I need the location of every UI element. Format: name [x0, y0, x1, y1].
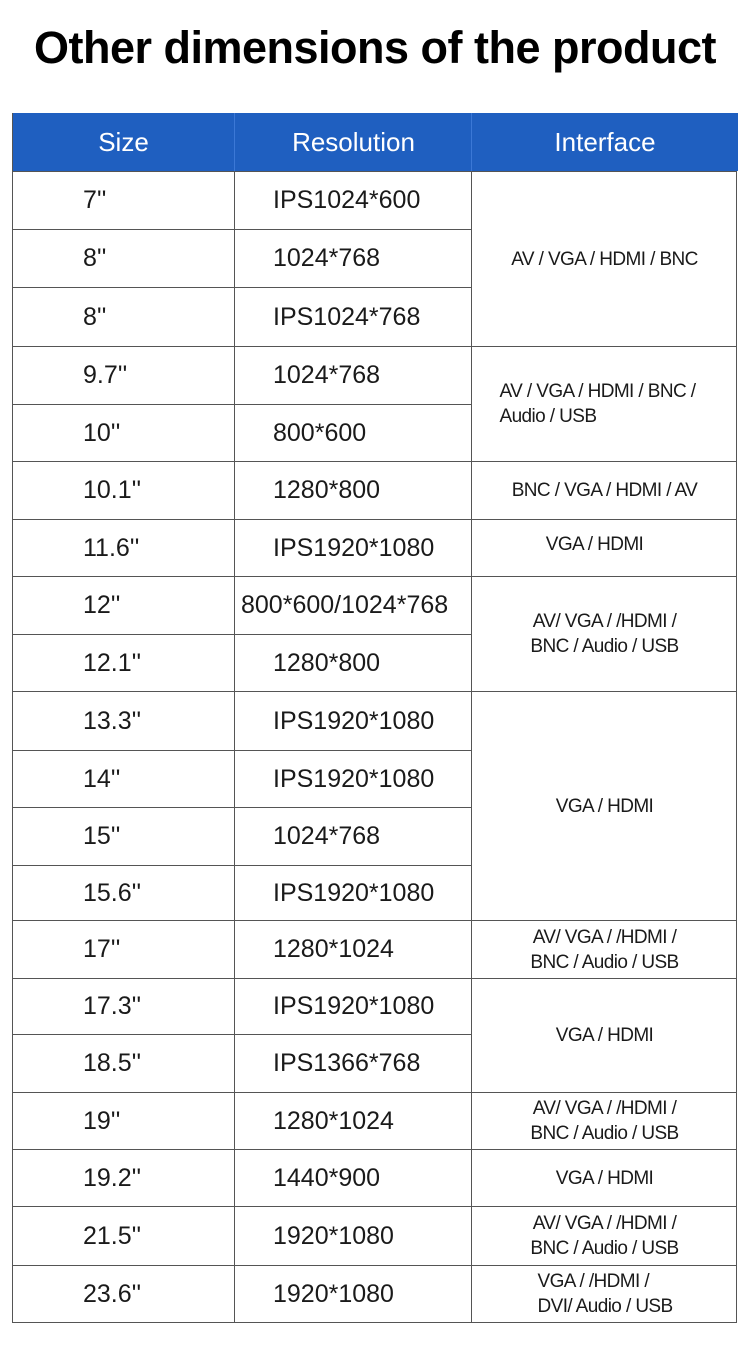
interface-cell — [471, 171, 737, 346]
size-cell: 17.3'' — [13, 978, 234, 1034]
interface-line: DVI/ Audio / USB — [537, 1296, 673, 1317]
resolution-cell: IPS1366*768 — [234, 1034, 471, 1092]
size-cell: 14'' — [13, 750, 234, 807]
interface-line: Audio / USB — [499, 406, 597, 427]
header-size: Size — [13, 113, 234, 171]
interface-line: VGA / HDMI — [555, 1025, 654, 1046]
resolution-cell: IPS1920*1080 — [234, 865, 471, 920]
interface-line: AV/ VGA / /HDMI / — [532, 1213, 677, 1234]
size-cell: 15.6'' — [13, 865, 234, 920]
size-cell: 19.2'' — [13, 1149, 234, 1206]
size-cell: 12'' — [13, 576, 234, 634]
resolution-cell: 1280*1024 — [234, 1092, 471, 1149]
interface-cell — [471, 978, 737, 1092]
interface-line: BNC / Audio / USB — [530, 636, 679, 657]
interface-cell — [471, 346, 737, 461]
size-cell: 8'' — [13, 229, 234, 287]
interface-line: BNC / Audio / USB — [530, 1123, 679, 1144]
interface-cell — [471, 1092, 737, 1149]
interface-cell — [471, 691, 737, 920]
resolution-cell: IPS1920*1080 — [234, 978, 471, 1034]
size-cell: 9.7'' — [13, 346, 234, 404]
interface-line: VGA / HDMI — [555, 795, 654, 817]
size-cell: 8'' — [13, 287, 234, 346]
resolution-cell: 1024*768 — [234, 807, 471, 865]
resolution-cell: IPS1024*600 — [234, 171, 471, 229]
interface-cell — [471, 1265, 737, 1322]
page-title: Other dimensions of the product — [33, 22, 717, 73]
interface-line: VGA / HDMI — [545, 534, 644, 555]
resolution-cell: IPS1024*768 — [234, 287, 471, 346]
size-cell: 15'' — [13, 807, 234, 865]
size-cell: 23.6'' — [13, 1265, 234, 1322]
resolution-cell: 1280*800 — [234, 461, 471, 519]
size-cell: 10.1'' — [13, 461, 234, 519]
header-resolution: Resolution — [234, 113, 472, 171]
interface-line: BNC / Audio / USB — [530, 951, 679, 973]
interface-line: VGA / /HDMI / — [537, 1271, 649, 1292]
size-cell: 11.6'' — [13, 519, 234, 576]
resolution-cell: 1024*768 — [234, 229, 471, 287]
interface-line: BNC / Audio / USB — [530, 1238, 679, 1259]
interface-line: AV / VGA / HDMI / BNC — [511, 248, 698, 270]
resolution-cell: 1920*1080 — [234, 1265, 471, 1322]
interface-cell — [471, 576, 737, 691]
interface-line: AV/ VGA / /HDMI / — [532, 1098, 677, 1119]
resolution-cell: 1440*900 — [234, 1149, 471, 1206]
size-cell: 21.5'' — [13, 1206, 234, 1265]
size-cell: 19'' — [13, 1092, 234, 1149]
size-cell: 10'' — [13, 404, 234, 461]
resolution-cell: 1024*768 — [234, 346, 471, 404]
interface-line: AV/ VGA / /HDMI / — [532, 611, 677, 632]
interface-line: AV / VGA / HDMI / BNC / — [499, 381, 696, 402]
header-interface: Interface — [471, 113, 738, 171]
interface-cell — [471, 461, 737, 519]
size-cell: 7'' — [13, 171, 234, 229]
interface-cell — [471, 1206, 737, 1265]
resolution-cell: 800*600 — [234, 404, 471, 461]
size-cell: 12.1'' — [13, 634, 234, 691]
resolution-cell: 800*600/1024*768 — [234, 576, 471, 634]
interface-cell — [471, 1149, 737, 1206]
interface-line: BNC / VGA / HDMI / AV — [511, 480, 698, 501]
resolution-cell: IPS1920*1080 — [234, 691, 471, 750]
dimensions-table — [12, 113, 737, 1323]
resolution-cell: IPS1920*1080 — [234, 519, 471, 576]
resolution-cell: 1280*1024 — [234, 920, 471, 978]
resolution-cell: 1280*800 — [234, 634, 471, 691]
size-cell: 18.5'' — [13, 1034, 234, 1092]
interface-line: VGA / HDMI — [555, 1167, 654, 1189]
interface-line: AV/ VGA / /HDMI / — [532, 926, 677, 948]
interface-cell — [471, 920, 737, 978]
size-cell: 13.3'' — [13, 691, 234, 750]
resolution-cell: 1920*1080 — [234, 1206, 471, 1265]
size-cell: 17'' — [13, 920, 234, 978]
resolution-cell: IPS1920*1080 — [234, 750, 471, 807]
interface-cell — [471, 519, 737, 576]
